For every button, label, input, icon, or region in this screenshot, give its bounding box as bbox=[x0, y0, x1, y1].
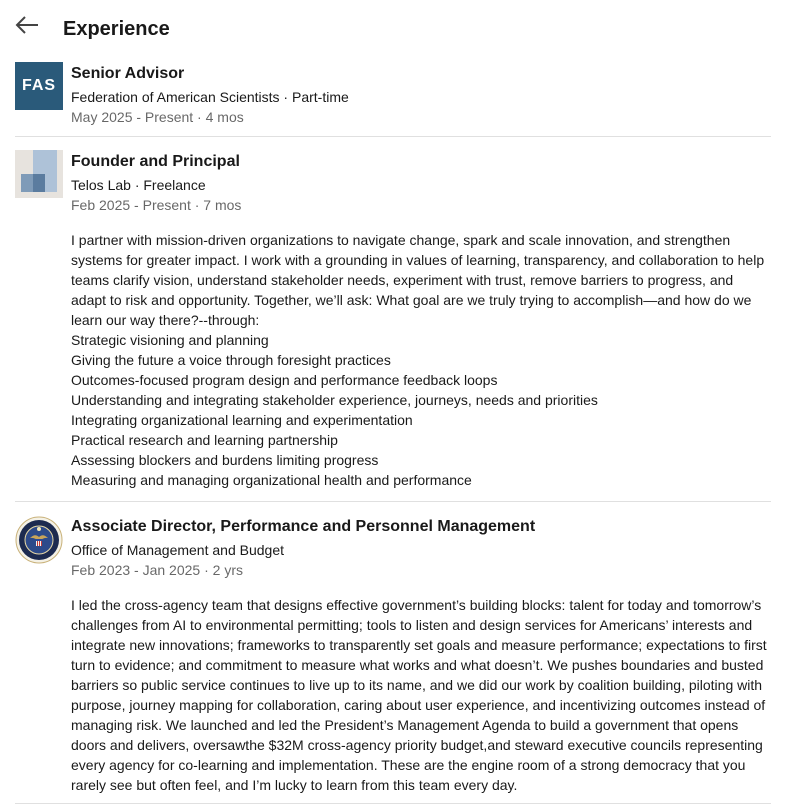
company-logo[interactable]: FAS bbox=[15, 62, 63, 110]
company-name: Telos Lab · Freelance bbox=[71, 177, 206, 193]
job-title[interactable]: Associate Director, Performance and Personnel Management bbox=[71, 518, 536, 535]
job-title[interactable]: Senior Advisor bbox=[71, 65, 185, 82]
description-text: I partner with mission-driven organizations to navigate change, spark and scale innovation, and strengthen systems for greater impact. I work with a grounding in values of learning, transparency, and collaboration to help teams clarify vision, understand stakeholder needs, experiment with trust, remove barriers to progress, and adapt to risk and opportunity. Together, we’ll ask: What goal are we truly trying to accomplish—and how do we learn our way there?--through: bbox=[71, 232, 765, 328]
list-item: Measuring and managing organizational health and performance bbox=[71, 472, 472, 488]
experience-item bbox=[15, 58, 771, 136]
company-name: Federation of American Scientists · Part-time bbox=[71, 89, 349, 105]
list-item: Understanding and integrating stakeholder experience, journeys, needs and priorities bbox=[71, 392, 598, 408]
experience-content bbox=[71, 137, 771, 490]
job-title[interactable]: Founder and Principal bbox=[71, 153, 240, 170]
job-description bbox=[71, 230, 771, 490]
date-range: May 2025 - Present · 4 mos bbox=[71, 109, 244, 125]
list-item: Strategic visioning and planning bbox=[71, 332, 269, 348]
presidential-seal-icon bbox=[15, 516, 63, 564]
logo-block bbox=[33, 174, 45, 192]
page-header bbox=[0, 0, 786, 58]
date-range: Feb 2025 - Present · 7 mos bbox=[71, 197, 242, 213]
date-range: Feb 2023 - Jan 2025 · 2 yrs bbox=[71, 562, 243, 578]
skills-list bbox=[71, 330, 769, 490]
list-item: Giving the future a voice through foresight practices bbox=[71, 352, 391, 368]
list-item: Assessing blockers and burdens limiting progress bbox=[71, 452, 379, 468]
page-title: Experience bbox=[63, 18, 170, 40]
list-item: Outcomes-focused program design and performance feedback loops bbox=[71, 372, 498, 388]
back-button[interactable] bbox=[12, 12, 42, 40]
job-description bbox=[71, 595, 771, 795]
description-text: I led the cross-agency team that designs effective government’s building blocks: talent for today and tomorrow’s challenges from AI to environmental permitting; tools to listen and design services for Americans’ interests and integrate new innovations; frameworks to transparently set goals and measure performance; expectations to first turn to evidence; and commitment to measure what works and what doesn’t. We pushes boundaries and busted barriers so public service continues to live up to its name, and we did our work by coalition building, piloting with purpose, journey mapping for collaboration, caring about user experience, and incentivizing outcomes instead of managing risk. We launched and led the President’s Management Agenda to build a government that opens doors and delivers, oversawthe $32M cross-agency priority budget,and steward executive councils representing every agency for co-learning and implementation. These are the engine room of a strong democracy that you rarely see but often feel, and I’m lucky to learn from this team every day. bbox=[71, 597, 767, 793]
company-logo[interactable] bbox=[15, 516, 63, 564]
company-name: Office of Management and Budget bbox=[71, 542, 284, 558]
list-item: Practical research and learning partnership bbox=[71, 432, 338, 448]
arrow-left-icon bbox=[14, 12, 40, 38]
experience-item bbox=[15, 137, 771, 501]
list-item: Integrating organizational learning and experimentation bbox=[71, 412, 413, 428]
experience-item bbox=[15, 502, 771, 803]
experience-content bbox=[71, 58, 771, 127]
experience-content bbox=[71, 502, 771, 795]
company-logo[interactable] bbox=[15, 150, 63, 198]
